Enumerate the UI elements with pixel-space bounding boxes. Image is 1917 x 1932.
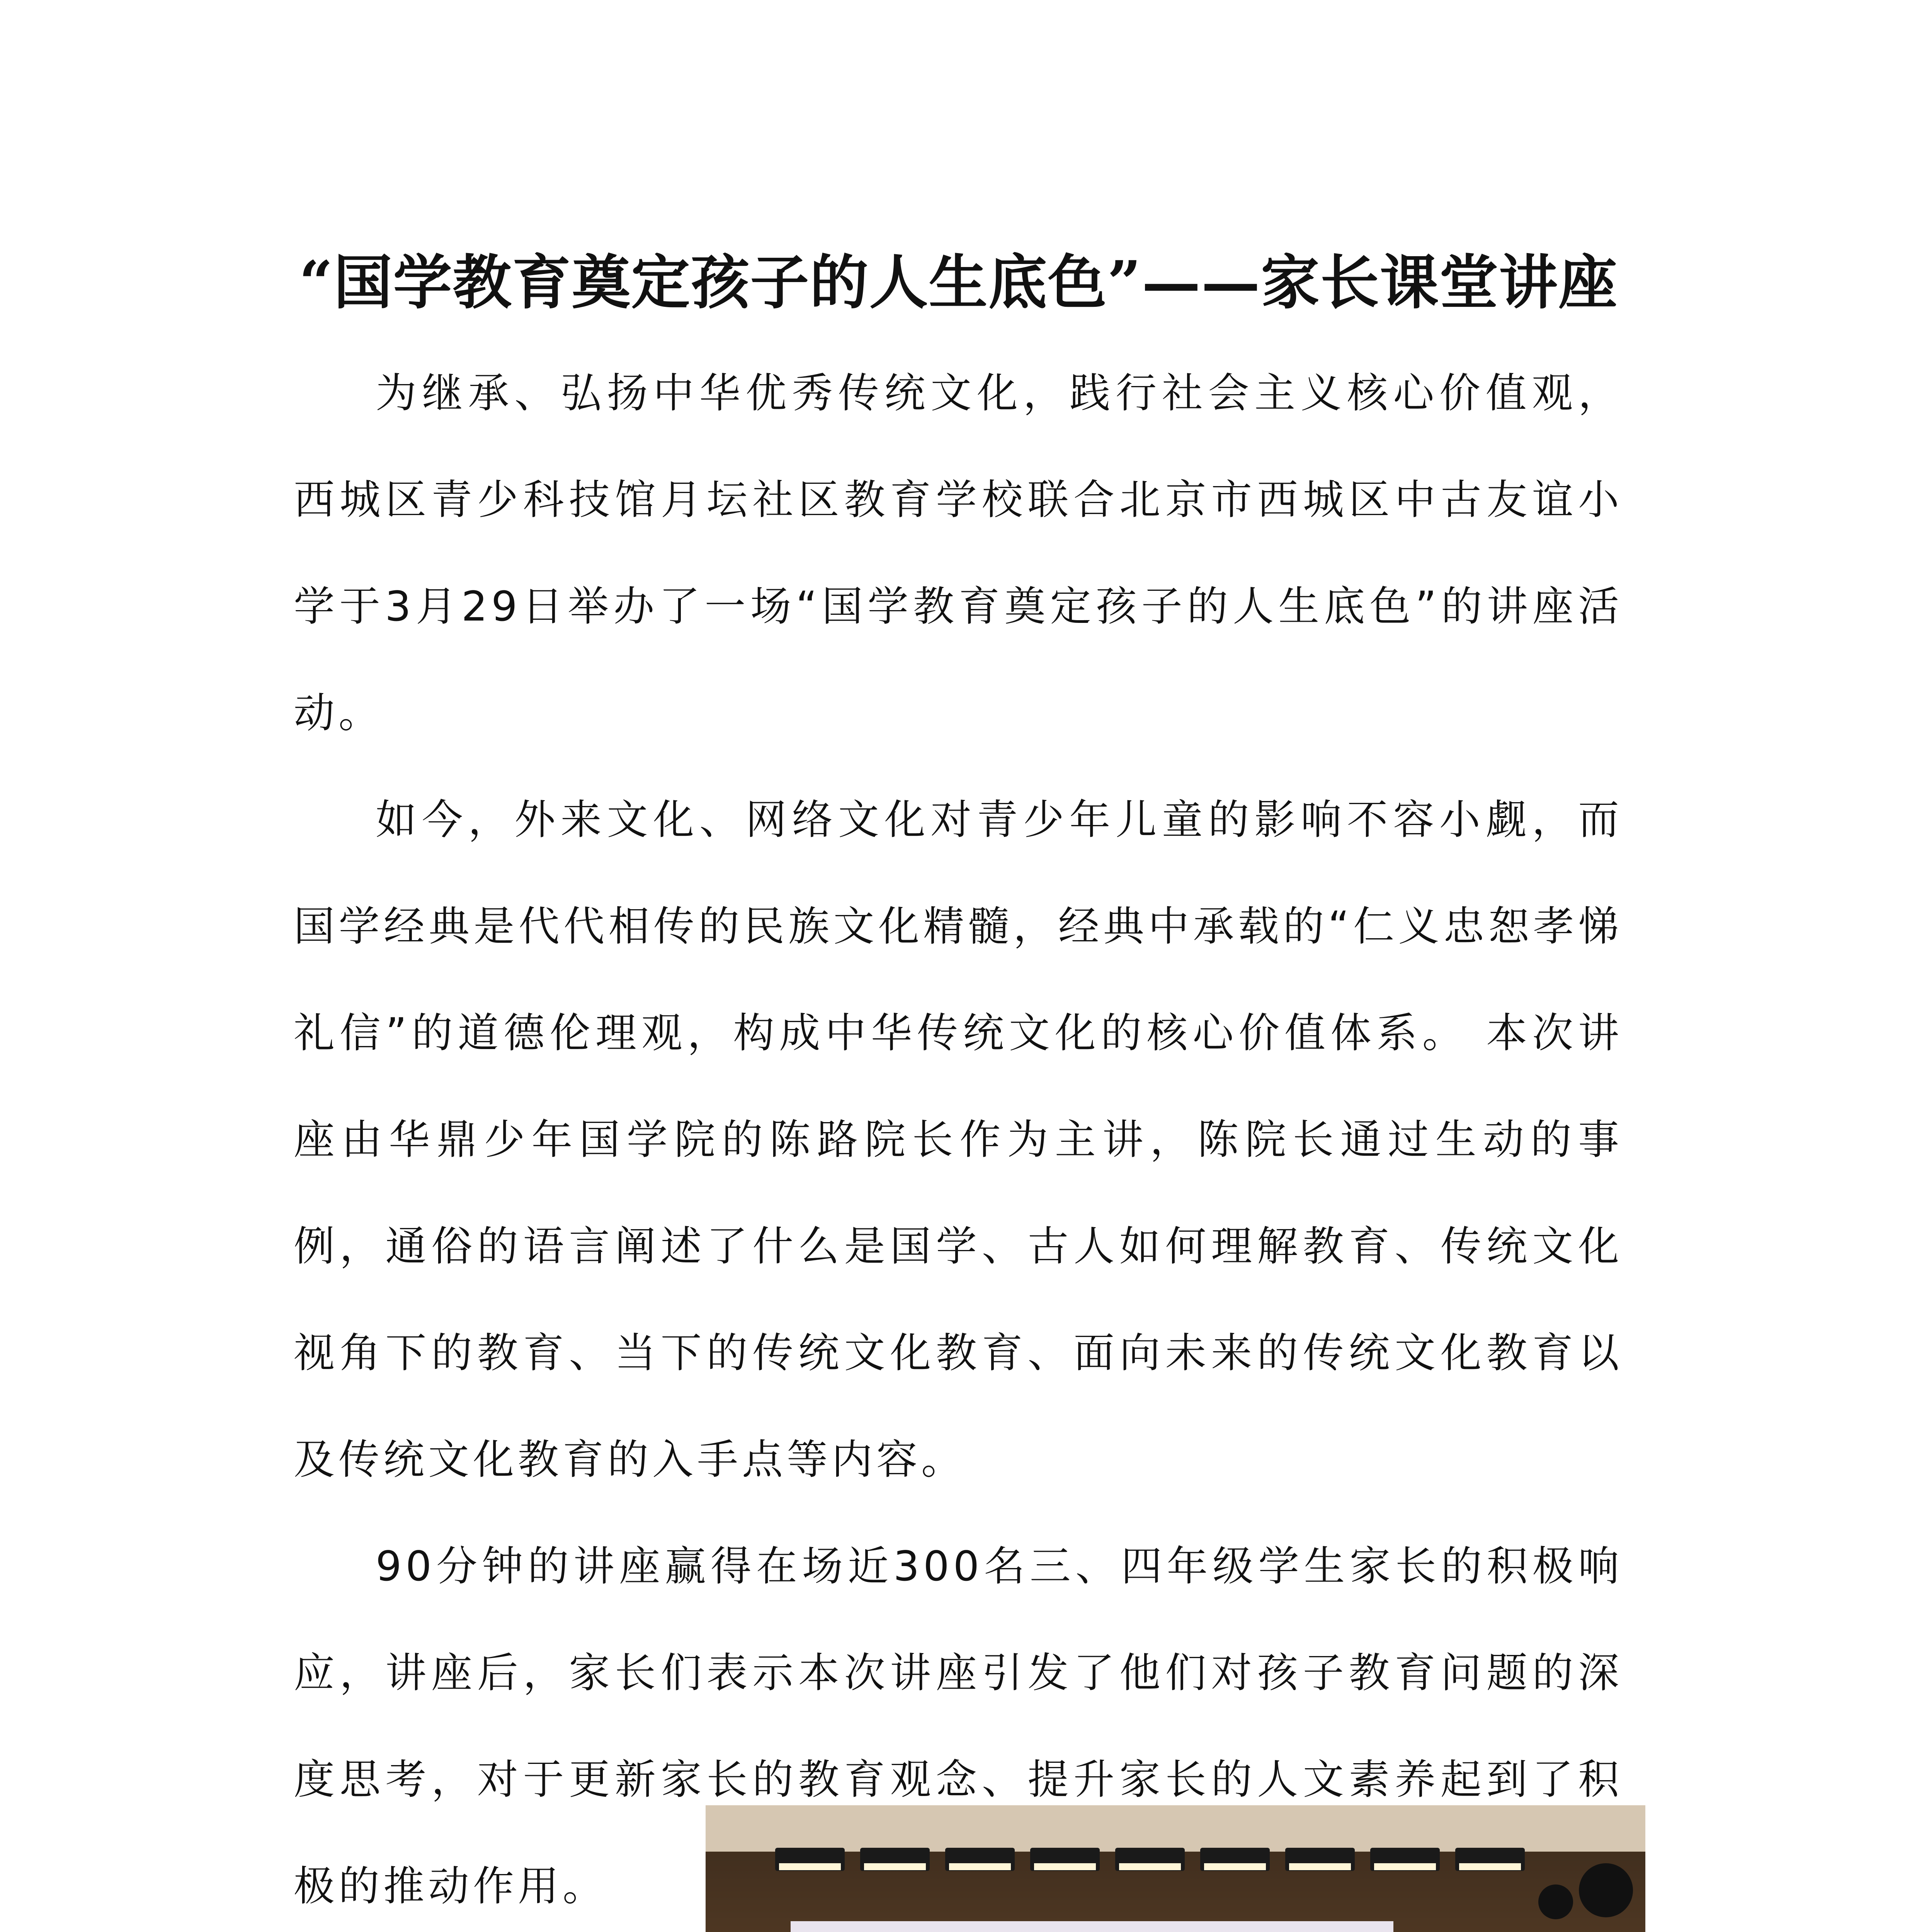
paragraph-3: 90分钟的讲座赢得在场近300名三、四年级学生家长的积极响应，讲座后，家长们表示本次讲座引发了他们对孩子教育问题的深度思考，对于更新家长的教育观念、提升家长的人文素养起到了积极的推动作用。 — [294, 1543, 1623, 1910]
page-title: “国学教育奠定孩子的人生底色”——家长课堂讲座 — [299, 248, 1618, 317]
lecture-photo — [706, 1805, 1645, 1932]
article-body — [294, 340, 1623, 1932]
projection-screen — [791, 1921, 1393, 1932]
paragraph-1: 为继承、弘扬中华优秀传统文化，践行社会主义核心价值观，西城区青少科技馆月坛社区教育学校联合北京市西城区中古友谊小学于3月29日举办了一场“国学教育奠定孩子的人生底色”的讲座活动。 — [294, 369, 1623, 737]
paragraph-2: 如今，外来文化、网络文化对青少年儿童的影响不容小觑，而国学经典是代代相传的民族文化精髓，经典中承载的“仁义忠恕孝悌礼信”的道德伦理观，构成中华传统文化的核心价值体系。 本次讲座由华鼎少年国学院的陈路院长作为主讲，陈院长通过生动的事例，通俗的语言阐述了什么是国学、古人如何理解教育、传统文化视角下的教育、当下的传统文化教育、面向未来的传统文化教育以及传统文化教育的入手点等内容。 — [294, 796, 1623, 1483]
ceiling — [706, 1805, 1645, 1852]
